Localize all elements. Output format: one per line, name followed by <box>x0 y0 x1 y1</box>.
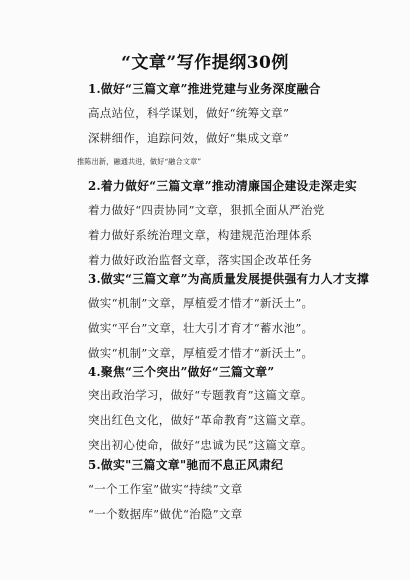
section-1-note: 推陈出新，融通共进，做好“融合文章” <box>77 157 202 166</box>
section-3-line-2: 做实“平台”文章，壮大引才育才“蓄水池”。 <box>88 321 314 335</box>
section-2-line-3: 着力做好政治监督文章，落实国企改革任务 <box>88 253 313 267</box>
section-5-line-2: “一个数据库”做优“治隐”文章 <box>88 507 243 521</box>
section-2-line-1: 着力做好“四责协同”文章，狠抓全面从严治党 <box>88 203 325 217</box>
section-4-line-2: 突出红色文化，做好“革命教育”这篇文章。 <box>88 413 313 427</box>
section-3-line-3: 做实“机制”文章，厚植爱才惜才“新沃土”。 <box>88 346 314 360</box>
document-title: “文章”写作提纲30例 <box>121 53 289 73</box>
section-3-line-1: 做实“机制”文章，厚植爱才惜才“新沃土”。 <box>88 296 314 310</box>
section-4-line-3: 突出初心使命，做好“忠诚为民”这篇文章。 <box>88 438 313 452</box>
section-5-heading: 5.做实"三篇文章"驰而不息正风肃纪 <box>88 458 284 472</box>
section-3-heading: 3.做实“三篇文章”为高质量发展提供强有力人才支撑 <box>88 272 370 286</box>
section-1-line-1: 高点站位，科学谋划，做好“统筹文章” <box>88 106 290 120</box>
section-4-heading: 4.聚焦“三个突出”做好“三篇文章” <box>88 365 275 379</box>
section-4-line-1: 突出政治学习，做好“专题教育”这篇文章。 <box>88 388 313 402</box>
section-2-heading: 2.着力做好“三篇文章”推动清廉国企建设走深走实 <box>88 179 358 193</box>
section-5-line-1: “一个工作室”做实“持续”文章 <box>88 482 243 496</box>
section-1-heading: 1.做好“三篇文章”推进党建与业务深度融合 <box>88 82 321 96</box>
section-2-line-2: 着力做好系统治理文章，构建规范治理体系 <box>88 228 313 242</box>
section-1-line-2: 深耕细作，追踪问效，做好“集成文章” <box>88 131 290 145</box>
